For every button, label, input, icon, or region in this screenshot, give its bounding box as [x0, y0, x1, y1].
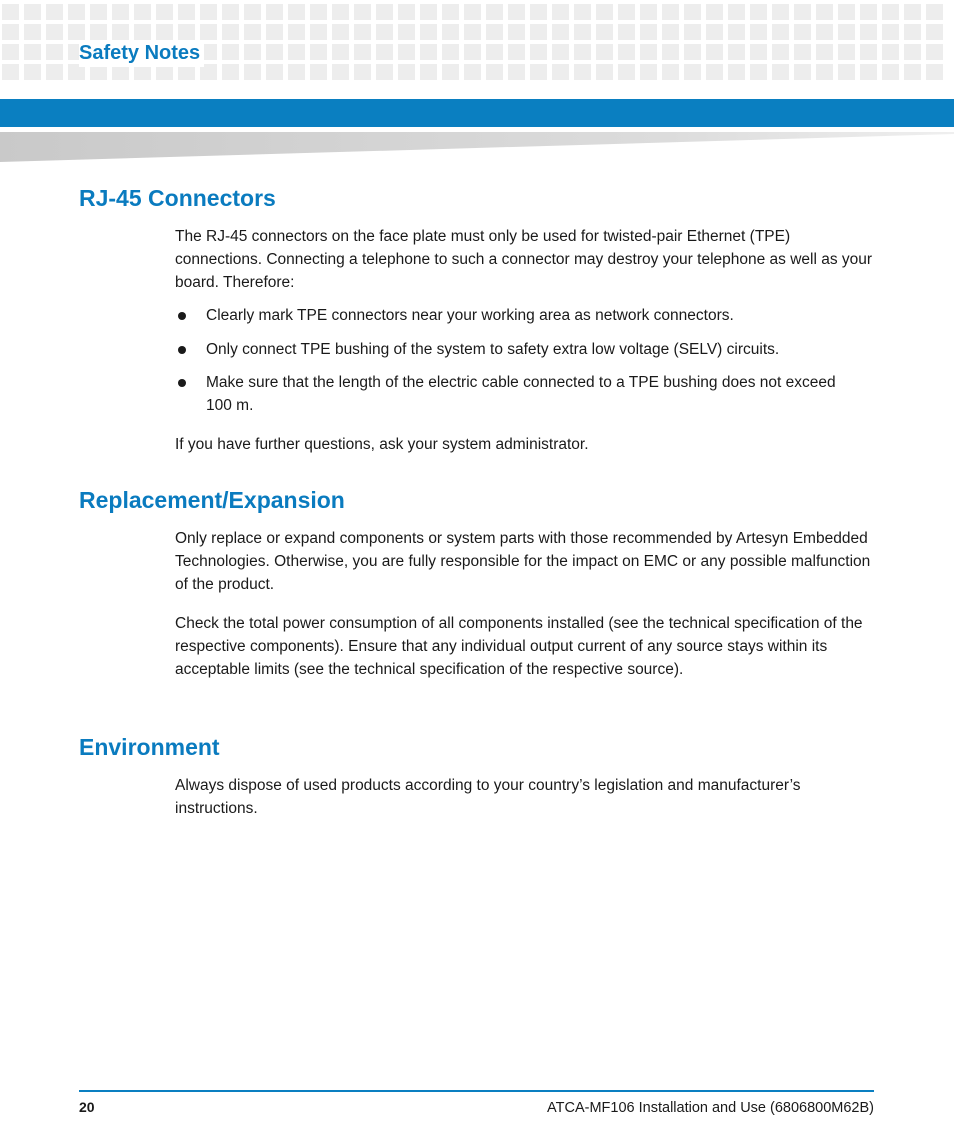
header-tile [354, 4, 371, 20]
header-tile [816, 44, 833, 60]
header-tile [464, 4, 481, 20]
header-tile [596, 64, 613, 80]
header-tile [662, 64, 679, 80]
header-tile [640, 64, 657, 80]
header-tile [442, 64, 459, 80]
header-tile [486, 24, 503, 40]
header-tile [112, 24, 129, 40]
header-tile [574, 4, 591, 20]
header-tile [530, 4, 547, 20]
header-grey-wedge [0, 130, 954, 162]
rj45-intro-paragraph: The RJ-45 connectors on the face plate must only be used for twisted-pair Ethernet (TPE) connections. Connecting a telephone to such a connector may destroy your telephone as well as your board. Therefore: [175, 228, 873, 291]
header-tile [904, 64, 921, 80]
header-tile [904, 24, 921, 40]
document-id: ATCA-MF106 Installation and Use (6806800M62B) [547, 1100, 874, 1116]
header-tile [288, 4, 305, 20]
header-tile [464, 64, 481, 80]
header-tile [2, 24, 19, 40]
header-tile [728, 64, 745, 80]
header-tile [750, 4, 767, 20]
header-tile [838, 4, 855, 20]
header-tile [90, 24, 107, 40]
header-tile [24, 44, 41, 60]
header-tile [222, 64, 239, 80]
header-tile [640, 24, 657, 40]
header-tile [332, 4, 349, 20]
header-tile [46, 4, 63, 20]
header-tile [508, 24, 525, 40]
header-tile [926, 24, 943, 40]
header-tile [684, 24, 701, 40]
header-tile [618, 44, 635, 60]
header-tile [2, 64, 19, 80]
header-tile [420, 44, 437, 60]
header-tile [926, 64, 943, 80]
header-tile [838, 44, 855, 60]
heading-replacement-expansion: Replacement/Expansion [79, 487, 345, 513]
header-tile [618, 64, 635, 80]
header-tile [552, 64, 569, 80]
header-tile [530, 24, 547, 40]
header-tile [442, 44, 459, 60]
header-tile [288, 24, 305, 40]
header-tile [860, 64, 877, 80]
header-tile [24, 64, 41, 80]
header-tile [618, 24, 635, 40]
header-tile [200, 4, 217, 20]
header-tile [684, 64, 701, 80]
header-tile [596, 24, 613, 40]
header-tile [222, 44, 239, 60]
header-tile [904, 4, 921, 20]
header-tile [750, 44, 767, 60]
header-tile [882, 64, 899, 80]
header-tile [596, 44, 613, 60]
header-tile [2, 4, 19, 20]
header-tile [266, 24, 283, 40]
header-tile [552, 4, 569, 20]
header-tile [420, 4, 437, 20]
header-tile [200, 24, 217, 40]
bullet-icon [178, 379, 186, 387]
header-tile [332, 24, 349, 40]
header-tile [794, 44, 811, 60]
header-tile [530, 64, 547, 80]
header-tile [772, 4, 789, 20]
header-tile [464, 24, 481, 40]
header-tile [772, 24, 789, 40]
header-tile [398, 24, 415, 40]
header-tile [354, 24, 371, 40]
header-tile [244, 4, 261, 20]
header-tile [46, 44, 63, 60]
header-tile [860, 4, 877, 20]
header-tile [728, 4, 745, 20]
header-tile [442, 24, 459, 40]
header-tile [398, 64, 415, 80]
header-tile [376, 44, 393, 60]
header-tile [838, 64, 855, 80]
bullet-text: Only connect TPE bushing of the system to safety extra low voltage (SELV) circuits. [206, 341, 780, 358]
header-tile [882, 4, 899, 20]
header-tile [24, 24, 41, 40]
header-tile [24, 4, 41, 20]
header-tile [816, 24, 833, 40]
header-tile [882, 24, 899, 40]
header-tile [552, 24, 569, 40]
header-tile [926, 4, 943, 20]
header-tile [244, 24, 261, 40]
header-tile [552, 44, 569, 60]
header-tile [398, 4, 415, 20]
header-tile [442, 4, 459, 20]
header-tile [486, 44, 503, 60]
header-tile [112, 4, 129, 20]
header-tile [860, 24, 877, 40]
header-tile [222, 24, 239, 40]
header-tile [860, 44, 877, 60]
replacement-paragraph-2: Check the total power consumption of all components installed (see the technical specification of the respective components). Ensure that any individual output current of any source stays within its acceptable limits (see the technical specification of the respective source). [175, 615, 863, 678]
footer-rule [79, 1090, 874, 1092]
header-tile [332, 64, 349, 80]
header-tile [156, 24, 173, 40]
header-tile [706, 4, 723, 20]
header-tile [508, 64, 525, 80]
header-tile [46, 24, 63, 40]
header-tile [662, 24, 679, 40]
header-tile [728, 44, 745, 60]
header-tile [266, 4, 283, 20]
header-tile [134, 24, 151, 40]
header-tile [486, 4, 503, 20]
header-tile [574, 44, 591, 60]
header-tile [332, 44, 349, 60]
header-tile [662, 44, 679, 60]
header-tile [310, 64, 327, 80]
header-tile [574, 64, 591, 80]
header-tile [420, 24, 437, 40]
header-tile [68, 4, 85, 20]
header-tile [662, 4, 679, 20]
header-tile [706, 44, 723, 60]
header-tile [354, 44, 371, 60]
header-tile [266, 44, 283, 60]
header-tile [156, 4, 173, 20]
header-tile [420, 64, 437, 80]
header-tile [244, 64, 261, 80]
page-number: 20 [79, 1099, 95, 1115]
running-section-title: Safety Notes [79, 40, 204, 67]
header-tile [376, 4, 393, 20]
header-tile [882, 44, 899, 60]
header-tile [926, 44, 943, 60]
header-tile [530, 44, 547, 60]
heading-environment: Environment [79, 734, 220, 760]
header-tile [640, 4, 657, 20]
header-tile [398, 44, 415, 60]
header-tile [464, 44, 481, 60]
header-tile [68, 24, 85, 40]
bullet-text: Make sure that the length of the electric cable connected to a TPE bushing does not exceed 100 m. [206, 374, 836, 414]
header-tile [728, 24, 745, 40]
header-tile [178, 24, 195, 40]
header-tile [596, 4, 613, 20]
header-tile [772, 44, 789, 60]
replacement-paragraph-1: Only replace or expand components or system parts with those recommended by Artesyn Embedded Technologies. Otherwise, you are fully responsible for the impact on EMC or any possible malfunction of the product. [175, 530, 871, 593]
header-tile [178, 4, 195, 20]
environment-paragraph: Always dispose of used products according to your country’s legislation and manufacturer’s instructions. [175, 777, 801, 817]
header-tile [46, 64, 63, 80]
header-tile [750, 64, 767, 80]
header-tile [816, 64, 833, 80]
header-tile [772, 64, 789, 80]
header-tile [244, 44, 261, 60]
header-tile [376, 64, 393, 80]
header-tile [310, 24, 327, 40]
header-tile [134, 4, 151, 20]
header-tile [222, 4, 239, 20]
bullet-icon [178, 312, 186, 320]
header-tile [266, 64, 283, 80]
rj45-outro-paragraph: If you have further questions, ask your system administrator. [175, 436, 589, 453]
header-tile [288, 64, 305, 80]
bullet-icon [178, 346, 186, 354]
header-tile [684, 4, 701, 20]
header-blue-band [0, 99, 954, 127]
header-tile [310, 44, 327, 60]
header-tile [706, 24, 723, 40]
header-tile [508, 44, 525, 60]
header-tile [750, 24, 767, 40]
header-tile [816, 4, 833, 20]
header-tile [310, 4, 327, 20]
heading-rj45-connectors: RJ-45 Connectors [79, 185, 276, 211]
header-tile [90, 4, 107, 20]
header-tile [794, 4, 811, 20]
header-tile [618, 4, 635, 20]
header-tile [794, 64, 811, 80]
header-tile [574, 24, 591, 40]
header-tile [486, 64, 503, 80]
header-tile [794, 24, 811, 40]
header-tile [354, 64, 371, 80]
header-tile [508, 4, 525, 20]
header-tile [2, 44, 19, 60]
header-tile [706, 64, 723, 80]
header-tile [288, 44, 305, 60]
header-tile [684, 44, 701, 60]
header-tile [376, 24, 393, 40]
header-tile [640, 44, 657, 60]
header-tile [838, 24, 855, 40]
header-tile [904, 44, 921, 60]
bullet-text: Clearly mark TPE connectors near your working area as network connectors. [206, 307, 734, 324]
